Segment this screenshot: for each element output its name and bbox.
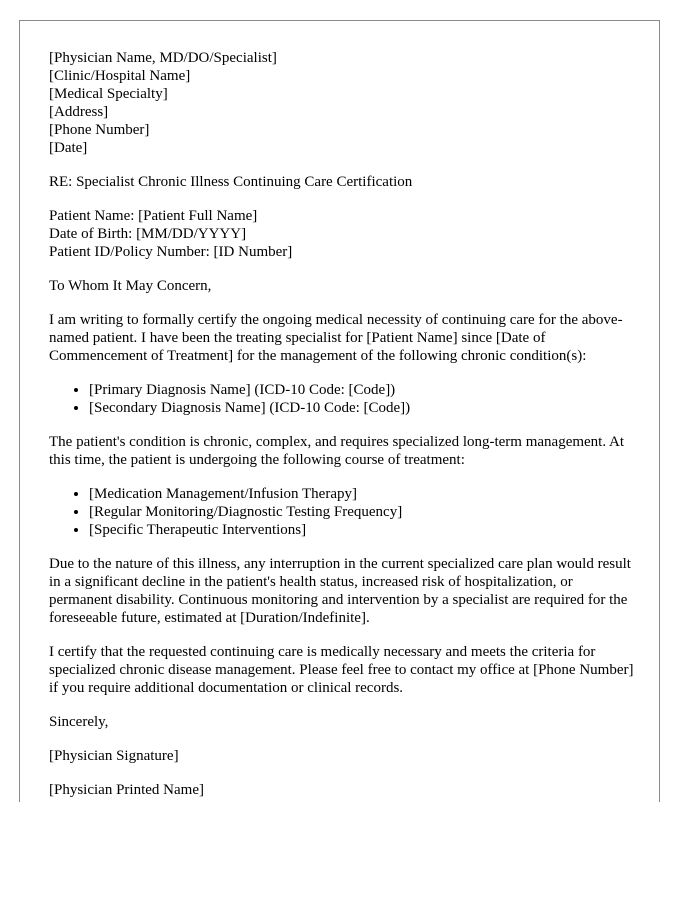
letter-page (19, 20, 660, 802)
physician-name: [Physician Name, MD/DO/Specialist] (49, 50, 277, 66)
closing: Sincerely, (49, 714, 109, 730)
patient-dob: Date of Birth: [MM/DD/YYYY] (49, 226, 247, 242)
list-item: • [Specific Therapeutic Interventions] (89, 521, 639, 539)
phone-number: [Phone Number] (49, 122, 150, 138)
list-item: • [Medication Management/Infusion Therapy] (89, 485, 639, 503)
patient-block (49, 207, 639, 261)
paragraph-necessity: Due to the nature of this illness, any interruption in the current specialized care plan would result in a significant decline in the patient's health status, increased risk of hospitalization, or permanent disability. Continuous monitoring and intervention by a specialist are required for the foreseeable future, estimated at [Duration/Indefinite]. (49, 556, 631, 626)
clinic-name: [Clinic/Hospital Name] (49, 68, 191, 84)
physician-signature: [Physician Signature] (49, 748, 179, 764)
physician-printed-name: [Physician Printed Name] (49, 782, 204, 798)
sender-block (49, 49, 639, 157)
letter-body (49, 49, 639, 802)
address: [Address] (49, 104, 109, 120)
patient-id: Patient ID/Policy Number: [ID Number] (49, 244, 293, 260)
treatment-list (49, 485, 639, 539)
letter-date: [Date] (49, 140, 88, 156)
diagnosis-list (49, 381, 639, 417)
paragraph-condition: The patient's condition is chronic, complex, and requires specialized long-term management. At this time, the patient is undergoing the following course of treatment: (49, 434, 625, 468)
paragraph-certification: I certify that the requested continuing care is medically necessary and meets the criteria for specialized chronic disease management. Please feel free to contact my office at [Phone Number] if you require additional documentation or clinical records. (49, 644, 634, 696)
medical-specialty: [Medical Specialty] (49, 86, 168, 102)
list-item: • [Secondary Diagnosis Name] (ICD-10 Code: [Code]) (89, 399, 639, 417)
patient-name: Patient Name: [Patient Full Name] (49, 208, 258, 224)
list-item: • [Primary Diagnosis Name] (ICD-10 Code: [Code]) (89, 381, 639, 399)
salutation: To Whom It May Concern, (49, 278, 212, 294)
list-item: • [Regular Monitoring/Diagnostic Testing Frequency] (89, 503, 639, 521)
paragraph-intro: I am writing to formally certify the ongoing medical necessity of continuing care for the above-named patient. I have been the treating specialist for [Patient Name] since [Date of Commencement of Treatment] for the management of the following chronic condition(s): (49, 312, 623, 364)
subject-line: RE: Specialist Chronic Illness Continuing Care Certification (49, 174, 413, 190)
